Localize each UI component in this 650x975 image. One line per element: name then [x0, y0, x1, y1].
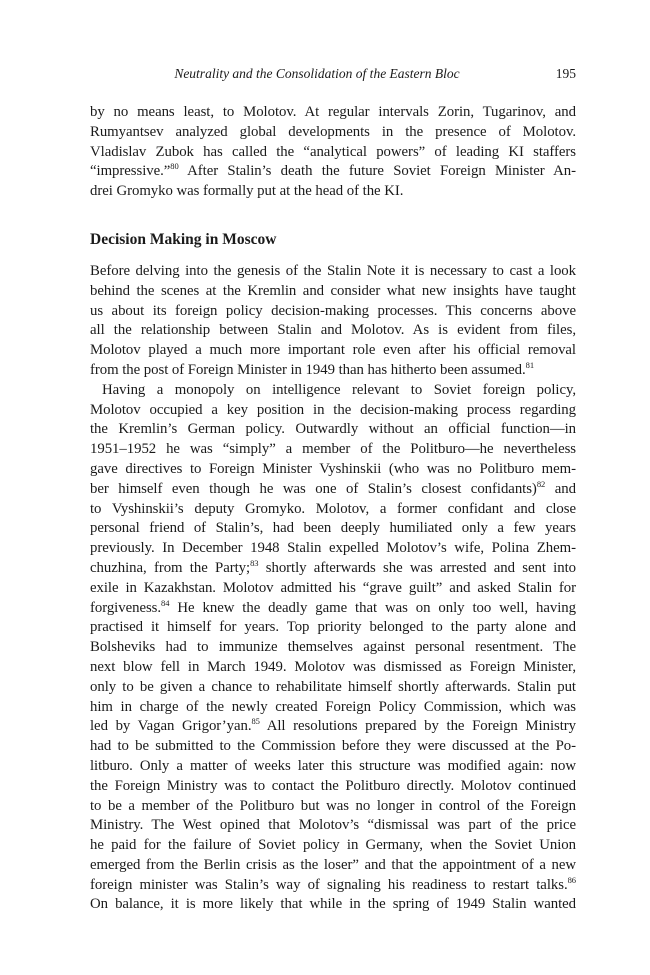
text-line: Molotov played a much more important role even after his official removal — [90, 342, 576, 359]
text-line: all the relationship between Stalin and Molotov. As is evident from files, — [90, 322, 576, 339]
text-line: foreign minister was Stalin’s way of signaling his readiness to restart talks.$^{86}$ — [90, 874, 576, 893]
text-line: had to be submitted to the Commission before they were discussed at the Po- — [90, 738, 576, 755]
text-line: only to be given a chance to rehabilitate himself shortly afterwards. Stalin put — [90, 678, 576, 695]
text-line: next blow fell in March 1949. Molotov was dismissed as Foreign Minister, — [90, 658, 576, 675]
text-line: from the post of Foreign Minister in 1949 than has hitherto been assumed.$^{81}$ — [90, 360, 535, 378]
text-line: forgiveness.$^{84}$ He knew the deadly game that was on only too well, having — [90, 597, 576, 616]
text-line: Before delving into the genesis of the Stalin Note it is necessary to cast a look — [90, 262, 576, 279]
text-line: “impressive.”$^{80}$ After Stalin’s death the future Soviet Foreign Minister An- — [90, 161, 576, 180]
text-line: Vladislav Zubok has called the “analytical powers” of leading KI staffers — [90, 143, 576, 160]
text-line: us about its foreign policy decision-making processes. This concerns above — [90, 302, 576, 319]
text-line: him in charge of the newly created Foreign Policy Commission, which was — [90, 698, 576, 715]
text-line: Molotov occupied a key position in the decision-making process regarding — [90, 401, 576, 418]
footnote-marker: 85 — [251, 716, 260, 727]
text-line: led by Vagan Grigor’yan.$^{85}$ All resolutions prepared by the Foreign Ministry — [90, 716, 576, 735]
text-line: chuzhina, from the Party;$^{83}$ shortly afterwards she was arrested and sent into — [90, 558, 576, 576]
text-line: drei Gromyko was formally put at the head of the KI. — [90, 183, 404, 200]
paragraph — [90, 262, 576, 381]
footnote-marker: 82 — [536, 478, 546, 489]
text-line: by no means least, to Molotov. At regular intervals Zorin, Tugarinov, and — [90, 104, 576, 120]
running-head — [90, 66, 576, 86]
text-line: Having a monopoly on intelligence relevant to Soviet foreign policy, — [102, 381, 576, 398]
text-line: to Vyshinskii’s deputy Gromyko. Molotov, a former confidant and close — [90, 500, 576, 517]
footnote-marker: 81 — [525, 360, 535, 371]
paragraph — [90, 381, 576, 916]
body-text — [90, 103, 576, 915]
text-line: the Foreign Ministry was to contact the Politburo directly. Molotov continued — [90, 777, 576, 794]
footnote-marker: 80 — [170, 161, 179, 172]
section-heading: Decision Making in Moscow — [90, 230, 277, 248]
text-line: ber himself even though he was one of Stalin’s closest confidants)$^{82}$ and — [90, 478, 576, 497]
footnote-marker: 83 — [250, 558, 259, 569]
text-line: Rumyantsev analyzed global developments in the presence of Molotov. — [90, 123, 576, 140]
text-line: to be a member of the Politburo but was no longer in control of the Foreign — [90, 797, 576, 814]
text-line: gave directives to Foreign Minister Vyshinskii (who was no Politburo mem- — [90, 460, 576, 477]
text-line: previously. In December 1948 Stalin expelled Molotov’s wife, Polina Zhem- — [90, 540, 576, 557]
text-line: personal friend of Stalin’s, had been deeply humiliated only a few years — [90, 520, 576, 537]
footnote-marker: 86 — [567, 874, 576, 885]
text-line: he paid for the failure of Soviet policy in Germany, when the Soviet Union — [90, 837, 576, 854]
text-line: the Kremlin’s German policy. Outwardly without an official function—in — [90, 421, 576, 438]
text-line: Bolsheviks had to immunize themselves against personal resentment. The — [90, 639, 576, 656]
text-line: behind the scenes at the Kremlin and consider what new insights have taught — [90, 282, 576, 299]
page-number: 195 — [555, 66, 576, 81]
text-line: practised it himself for years. Top priority belonged to the party alone and — [90, 619, 576, 636]
paragraph — [90, 103, 576, 202]
text-line: exile in Kazakhstan. Molotov admitted his “grave guilt” and asked Stalin for — [90, 579, 576, 596]
text-line: Ministry. The West opined that Molotov’s “dismissal was part of the price — [90, 817, 576, 834]
running-title: Neutrality and the Consolidation of the Eastern Bloc — [174, 66, 460, 81]
text-line: emerged from the Berlin crisis as the loser” and that the appointment of a new — [90, 856, 576, 873]
text-line: 1951–1952 he was “simply” a member of the Politburo—he nevertheless — [90, 441, 576, 458]
footnote-marker: 84 — [161, 597, 170, 608]
text-line: On balance, it is more likely that while in the spring of 1949 Stalin wanted — [90, 896, 576, 913]
text-line: litburo. Only a matter of weeks later this structure was modified again: now — [90, 757, 576, 774]
